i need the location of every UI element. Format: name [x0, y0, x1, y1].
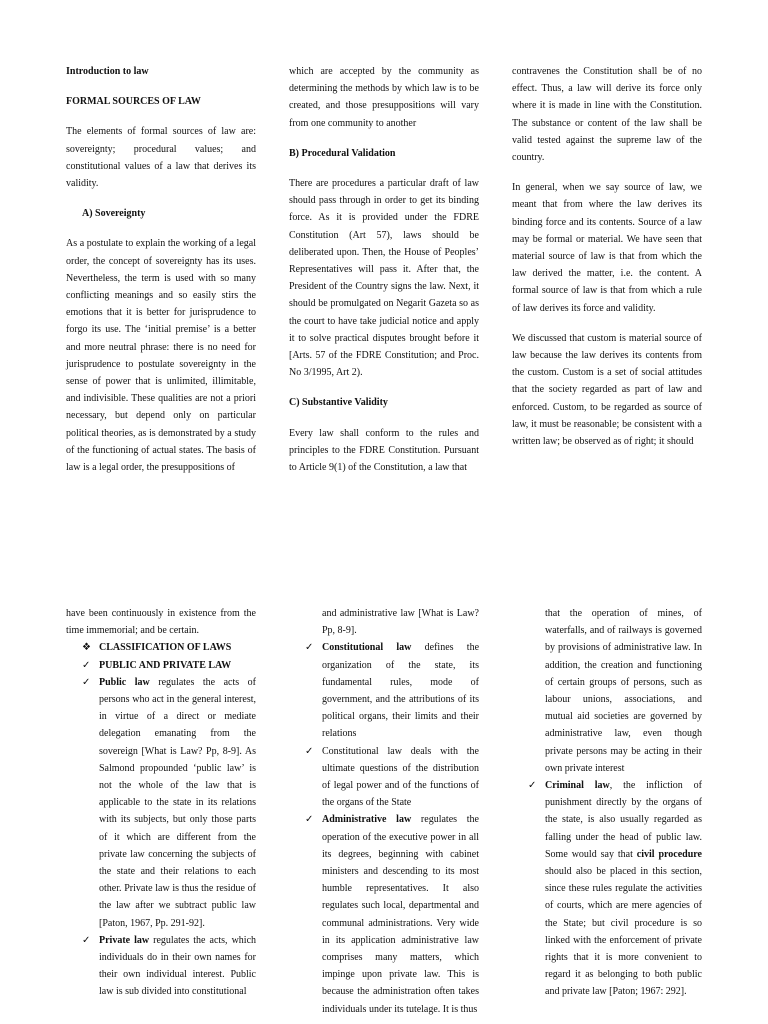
checkmark-icon: ✓: [305, 814, 314, 826]
term: civil procedure: [636, 848, 702, 860]
list-item: [82, 932, 256, 1001]
list-item-continuation: [528, 605, 702, 777]
list-item: [82, 674, 256, 932]
checkmark-icon: ✓: [82, 659, 91, 671]
list-item: [82, 639, 256, 656]
list-item: [528, 777, 702, 1001]
bottom-column-3: [528, 605, 702, 1001]
subheading: B) Procedural Validation: [289, 147, 396, 159]
law-list: [528, 605, 702, 1001]
paragraph: The elements of formal sources of law are: sovereignty; procedural values; and constitutional values of a law that derives its validity.: [66, 126, 256, 190]
definition: , the infliction of punishment directly by the organs of the state, is also usually regarded as falling under the head of public law. Some would say that: [545, 780, 702, 860]
law-list: [305, 605, 479, 1018]
term: Administrative law: [322, 814, 412, 826]
checkmark-icon: ✓: [82, 934, 91, 946]
term: Private law: [99, 934, 150, 946]
definition: Constitutional law deals with the ultimate questions of the distribution of legal power and of the functions of the organs of the State: [322, 745, 479, 809]
section-heading: FORMAL SOURCES OF LAW: [66, 96, 201, 108]
paragraph: contravenes the Constitution shall be of no effect. Thus, a law will derive its force only where it is made in line with the Constitution. The substance or content of the law shall be valid tested against the supreme law of the country.: [512, 66, 702, 164]
paragraph: In general, when we say source of law, we meant that from where the law derives its binding force and its contents. Source of a law may be formal or material. We have seen that material source of law is that from which the law derived the matter, i.e. the content. A formal source of law is that from which a rule of law derives its force and validity.: [512, 182, 702, 314]
list-item: [82, 657, 256, 674]
definition: regulates the acts, which individuals do in their own names for their own individual interest. Public law is sub divided into constitutional: [99, 934, 257, 998]
term: Criminal law: [545, 780, 610, 792]
term: Constitutional law: [322, 642, 412, 654]
definition: that the operation of mines, of waterfalls, and of railways is governed by provisions of administrative law. In addition, the creation and functioning of certain groups of persons, such as labour unions, associations, and mutual aid societies are governed by administrative law, even though private persons may be acting in their own private interest: [545, 608, 702, 774]
checkmark-icon: ✓: [305, 745, 314, 757]
bottom-column-2: [305, 605, 479, 1018]
term: Public law: [99, 676, 150, 688]
list-heading: PUBLIC AND PRIVATE LAW: [99, 659, 232, 671]
definition: regulates the acts of persons who act in the general interest, in virtue of a direct or mediate delegation emanating from the sovereign [What is Law? Pp, 8-9]. As Salmond propounded ‘public law’ is not the whole of the law that is applicable to the state in its relations with its subjects, but only those parts of it which are different from the private law concerning the subjects of the state and their relations to each other. Private law is thus the residue of the law after we subtract public law [Paton, 1967, Pp. 291-92].: [99, 676, 256, 929]
paragraph: have been continuously in existence from the time immemorial; and be certain.: [66, 608, 256, 637]
definition: defines the organization of the state, its fundamental rules, mode of government, and the attributions of its political organs, their limits and their relations: [322, 642, 480, 740]
document-title: Introduction to law: [66, 66, 149, 77]
definition: should also be placed in this section, since these rules regulate the activities of courts, which are mere agencies of the State; but civil procedure is so linked with the enforcement of private rights that it is more convenient to regard it as belonging to both public and private law [Paton; 1967: 292].: [545, 866, 702, 998]
paragraph: There are procedures a particular draft of law should pass through in order to get its binding force. As it is provided under the FDRE Constitution (Art 57), laws should be deliberated upon. Then, the House of Peoples’ Representatives will pass it. After that, the President of the Country signs the law. Next, it should be promulgated on Negarit Gazeta so as the court to have take judicial notice and apply it to solve practical disputes brought before it [Arts. 57 of the FDRE Constitution; and Proc. No 3/1995, Art 2).: [289, 178, 479, 379]
list-heading: CLASSIFICATION OF LAWS: [99, 642, 232, 654]
subheading: A) Sovereignty: [82, 208, 146, 220]
list-item: [305, 639, 479, 742]
definition: regulates the operation of the executive power in all its degrees, beginning with cabinet ministers and descending to its most humble representatives. It also regulates such local, departmental and communal administrations. Very wide in its application administrative law comprises many matters, which impinge upon private law. This is because the administration often takes individuals under its tutelage. It is thus: [322, 814, 479, 1015]
top-column-3: [512, 63, 702, 450]
checkmark-icon: ✓: [528, 780, 537, 792]
checkmark-icon: ✓: [82, 676, 91, 688]
paragraph: We discussed that custom is material source of law because the law derives its contents from the custom. Custom is a set of social attitudes that the society regarded as part of law and enforced. Custom, to be regarded as source of law, it must be reasonable; be consistent with a written law; be observed as of right; it should: [512, 332, 702, 448]
list-item: [305, 743, 479, 812]
top-column-1: [66, 63, 256, 476]
list-item-continuation: [305, 605, 479, 639]
paragraph: Every law shall conform to the rules and principles to the FDRE Constitution. Pursuant to Article 9(1) of the Constitution, a law that: [289, 427, 479, 474]
list-item: [305, 811, 479, 1017]
checkmark-icon: ✓: [305, 642, 314, 654]
classification-list: [82, 639, 256, 1000]
diamond-bullet-icon: ❖: [82, 642, 91, 654]
top-column-2: [289, 63, 479, 476]
paragraph: As a postulate to explain the working of a legal order, the concept of sovereignty has its uses. Nevertheless, the term is used with so many conflicting meanings and so easily stirs the emotions that it is better for jurisprudence to forgo its use. The ‘initial premise’ is a better and more neutral phrase: there is no need for jurisprudence to postulate sovereignty in the sense of power that is unlimited, illimitable, and indivisible. These qualities are not a priori necessary, but depend only on particular political theories, as is demonstrated by a study of the functioning of actual states. The basis of law is a legal order, the presuppositions of: [66, 238, 256, 474]
bottom-column-1: [66, 605, 256, 1001]
definition: and administrative law [What is Law? Pp, 8-9].: [322, 608, 479, 637]
paragraph: which are accepted by the community as determining the methods by which law is to be created, and those presuppositions will vary from one community to another: [289, 66, 479, 129]
subheading: C) Substantive Validity: [289, 397, 388, 409]
